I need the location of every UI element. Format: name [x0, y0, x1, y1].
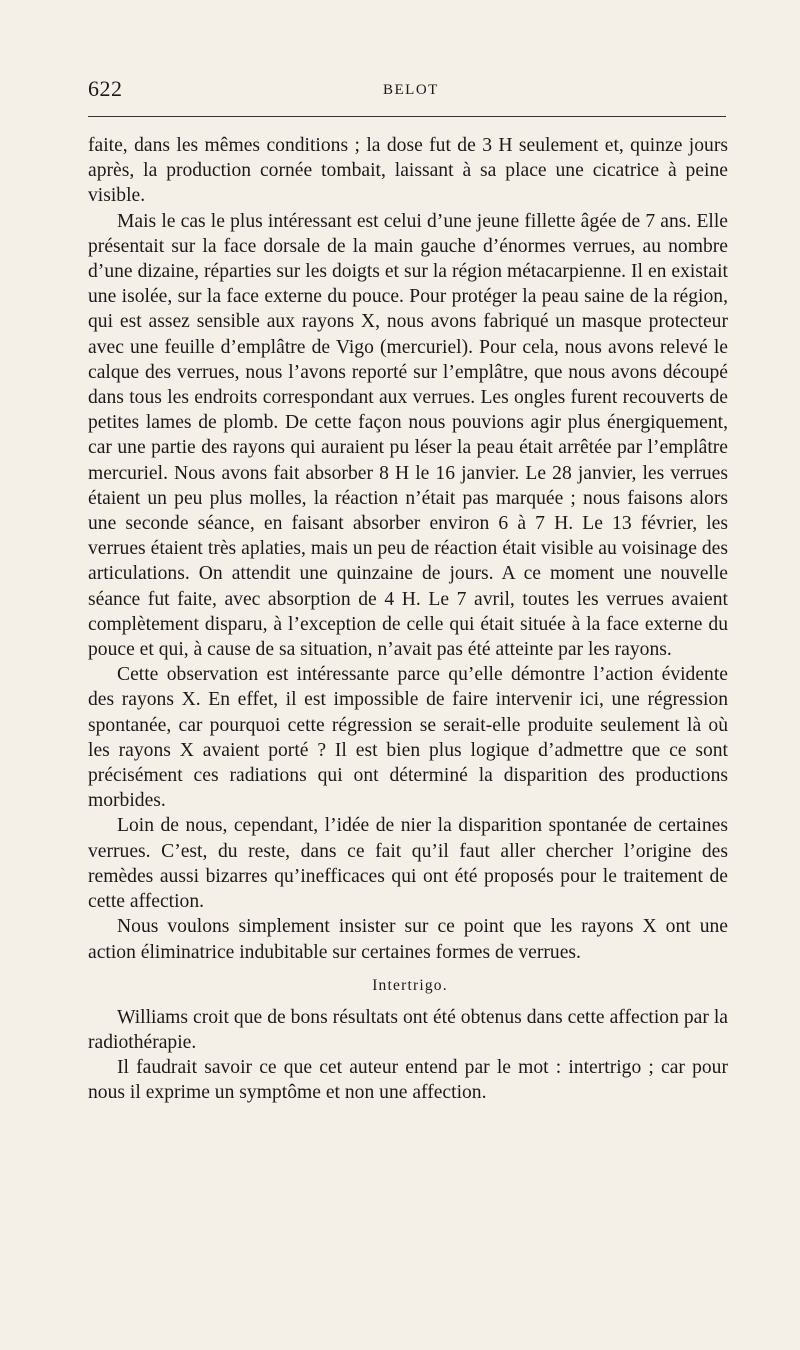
- paragraph: Loin de nous, cependant, l’idée de nier la disparition spontanée de certaines verrues. C’est, du reste, dans ce fait qu’il faut aller chercher l’origine des remèdes aussi bizarres qu’inefficaces qui ont été proposés pour le traitement de cette affection.: [88, 815, 728, 913]
- running-head: BELOT: [383, 82, 439, 98]
- paragraph-continued: faite, dans les mêmes conditions ; la dose fut de 3 H seulement et, quinze jours après, la production cornée tombait, laissant à sa place une cicatrice à peine visible.: [88, 135, 728, 207]
- paragraph: Williams croit que de bons résultats ont été obtenus dans cette affection par la radiothérapie.: [88, 1006, 728, 1053]
- paragraph: Nous voulons simplement insister sur ce point que les rayons X ont une action éliminatrice indubitable sur certaines formes de verrues.: [88, 916, 728, 963]
- header-rule: [88, 116, 726, 117]
- paragraph: Mais le cas le plus intéressant est celui d’une jeune fillette âgée de 7 ans. Elle présentait sur la face dorsale de la main gauche d’énormes verrues, au nombre d’une dizaine, réparties sur les doigts et sur la région métacarpienne. Il en existait une isolée, sur la face externe du pouce. Pour protéger la peau saine de la région, qui est assez sensible aux rayons X, nous avons fabriqué un masque protecteur avec une feuille d’emplâtre de Vigo (mercuriel). Pour cela, nous avons relevé le calque des verrues, nous l’avons reporté sur l’emplâtre, que nous avons découpé dans tous les endroits correspondant aux verrues. Les ongles furent recouverts de petites lames de plomb. De cette façon nous pouvions agir plus énergiquement, car une partie des rayons qui auraient pu léser la peau était arrêtée par l’emplâtre mercuriel. Nous avons fait absorber 8 H le 16 janvier. Le 28 janvier, les verrues étaient un peu plus molles, la réaction n’était pas marquée ; nous faisons alors une seconde séance, en faisant absorber environ 6 à 7 H. Le 13 février, les verrues étaient très aplaties, mais un peu de réaction était visible au voisinage des articulations. On attendit une quinzaine de jours. A ce moment une nouvelle séance fut faite, avec absorption de 4 H. Le 7 avril, toutes les verrues avaient complètement disparu, à l’exception de celle qui était située à la face externe du pouce et qui, à cause de sa situation, n’avait pas été atteinte par les rayons.: [88, 210, 728, 661]
- body-text: [88, 133, 728, 1106]
- paragraph: Cette observation est intéressante parce qu’elle démontre l’action évidente des rayons X. En effet, il est impossible de faire intervenir ici, une régression spontanée, car pourquoi cette régression se serait-elle produite seulement là où les rayons X avaient porté ? Il est bien plus logique d’admettre que ce sont précisément ces radiations qui ont déterminé la disparition des productions morbides.: [88, 664, 728, 812]
- page-number: 622: [88, 76, 123, 101]
- section-heading: Intertrigo.: [372, 976, 448, 994]
- paragraph: Il faudrait savoir ce que cet auteur entend par le mot : intertrigo ; car pour nous il exprime un symptôme et non une affection.: [88, 1057, 728, 1104]
- page-header: [88, 76, 726, 106]
